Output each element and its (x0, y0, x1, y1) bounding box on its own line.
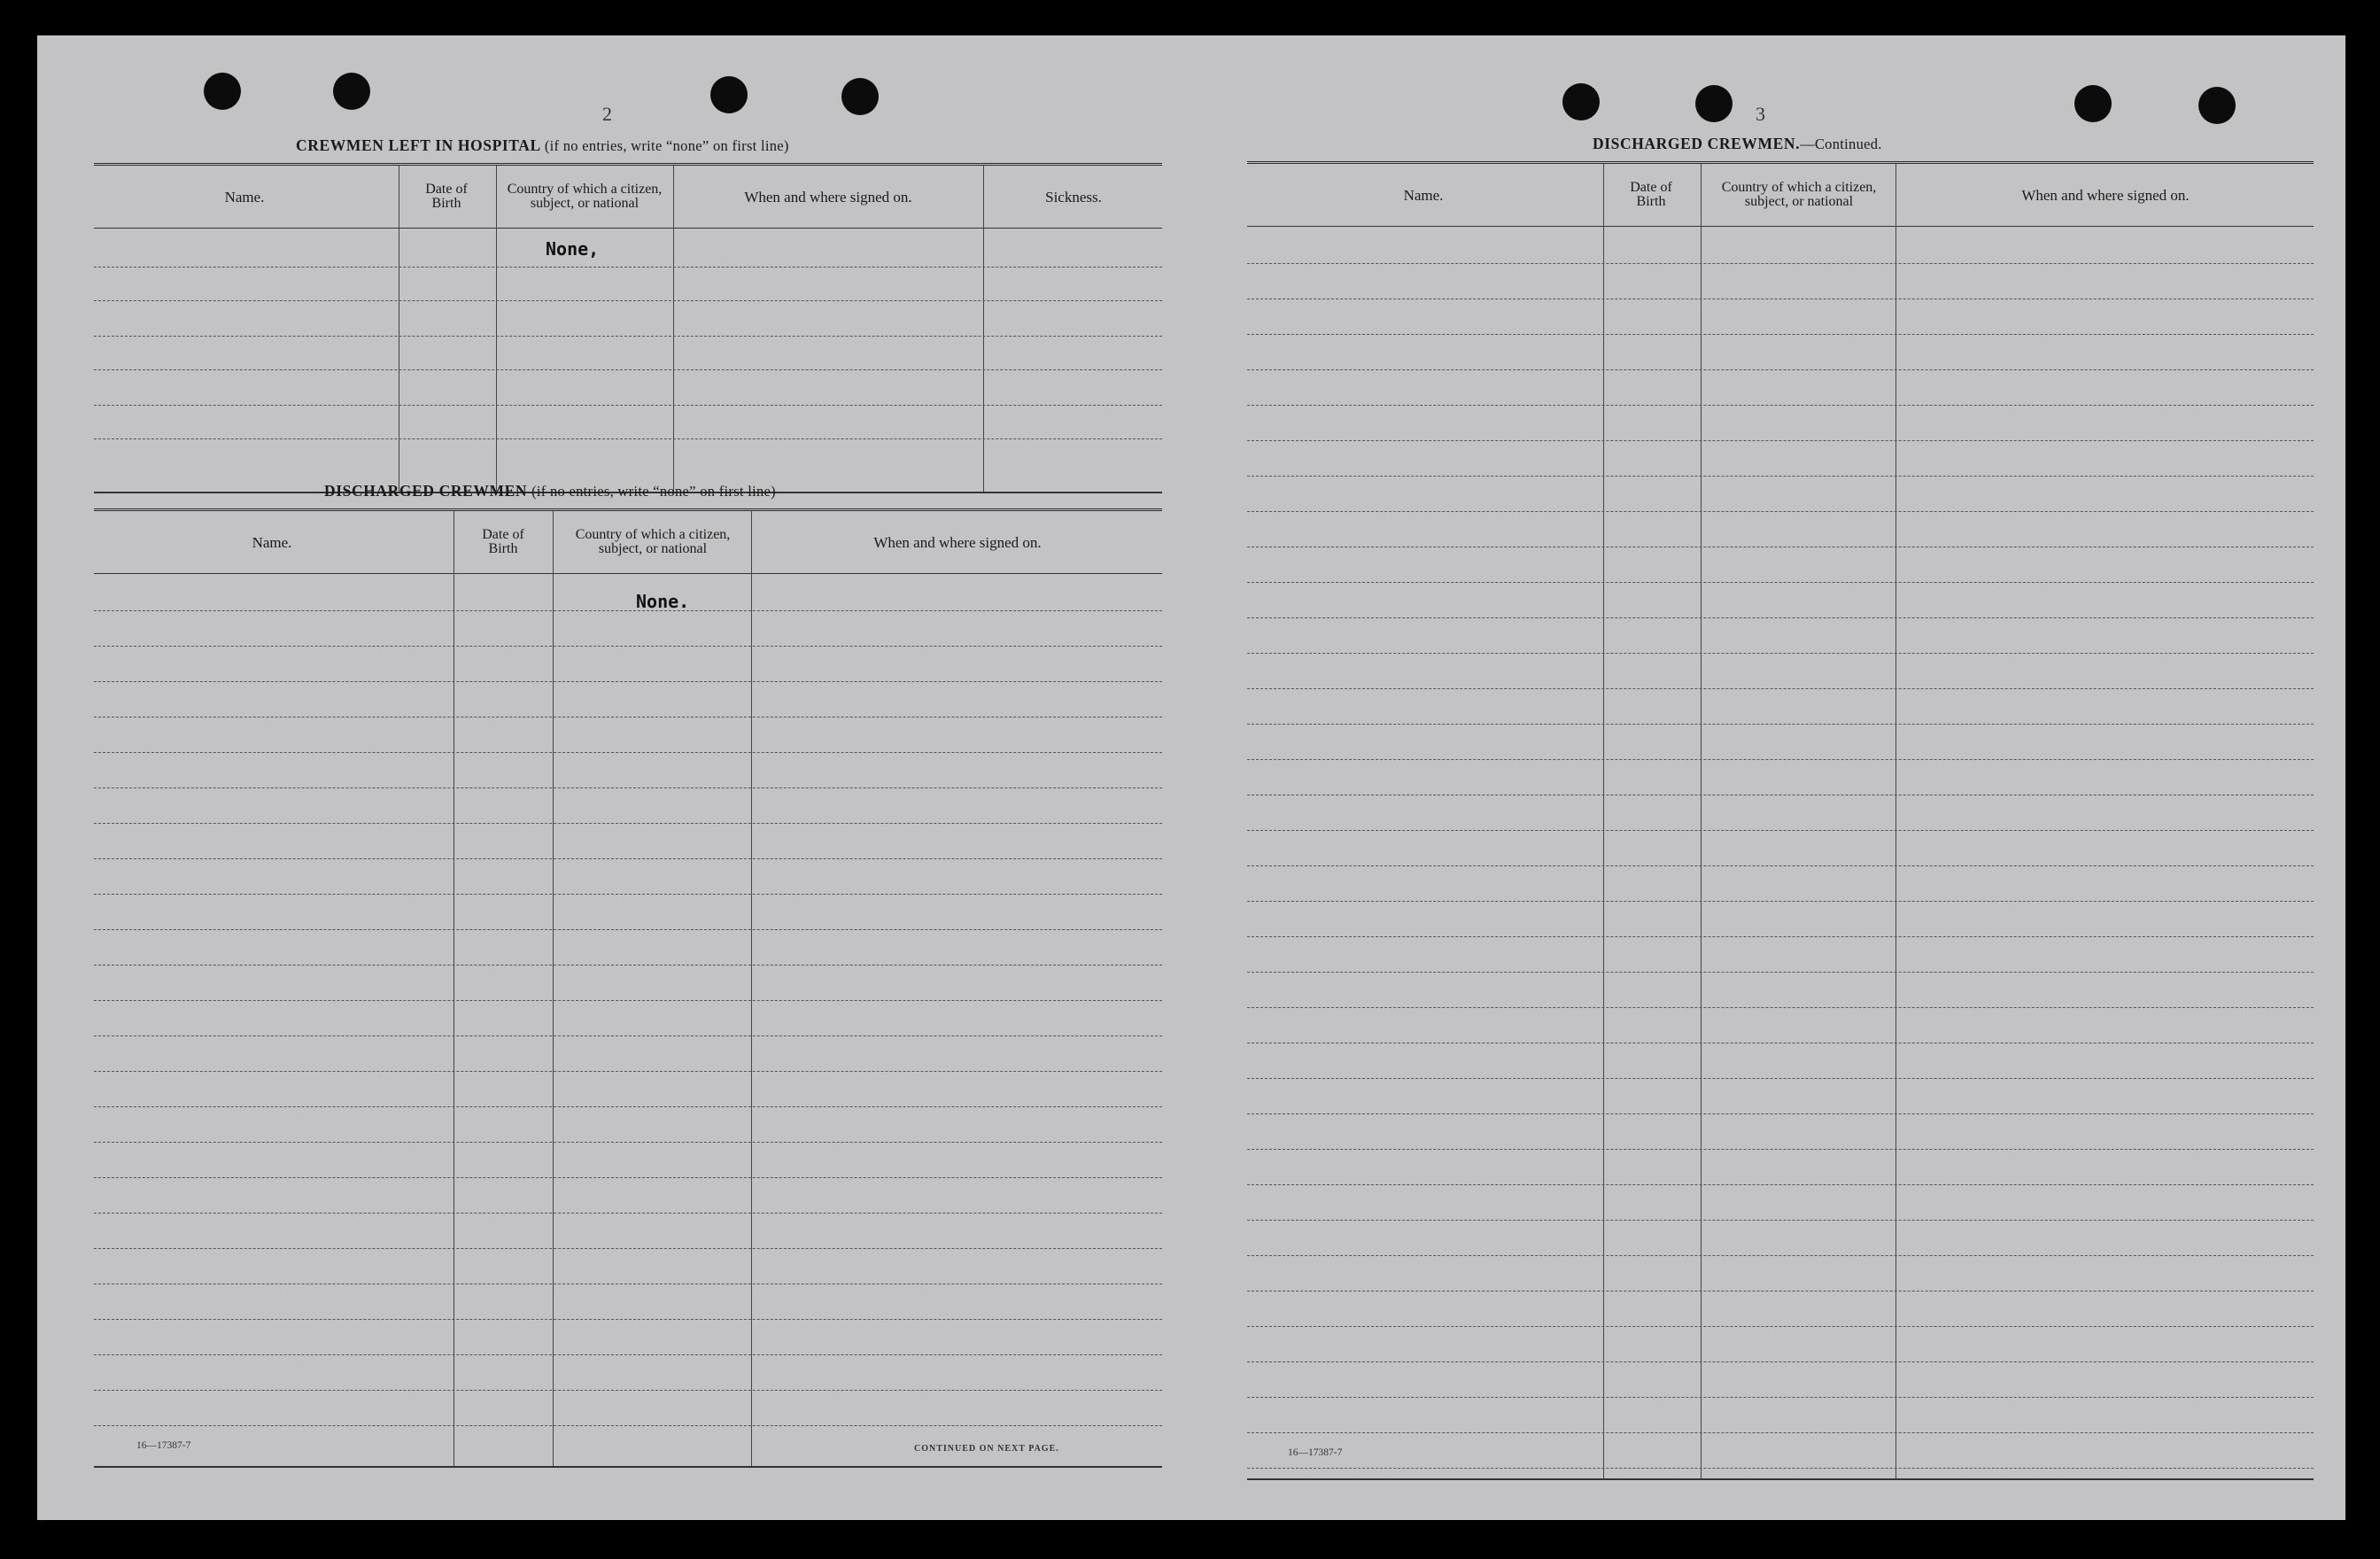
table-row (1247, 1220, 2314, 1221)
column-divider (1701, 164, 1702, 1480)
page-number-right: 3 (1756, 103, 1765, 125)
table-bottom-rule (94, 1466, 1162, 1468)
discharged-continued-header (1247, 164, 2314, 227)
punch-hole (2074, 85, 2112, 122)
table-row (94, 1142, 1162, 1143)
table-row (1247, 582, 2314, 583)
table-row (94, 267, 1162, 268)
punch-hole (841, 78, 879, 115)
hospital-table (94, 163, 1162, 493)
hospital-table-body (94, 229, 1162, 493)
table-row (94, 965, 1162, 966)
hospital-table-header (94, 166, 1162, 229)
column-divider (496, 166, 497, 493)
table-row (1247, 511, 2314, 512)
discharged-typed-entry: None. (636, 591, 690, 612)
table-row (94, 369, 1162, 370)
discharged-continued-title (1593, 135, 1882, 153)
table-row (94, 752, 1162, 753)
table-row (94, 1354, 1162, 1355)
table-row (1247, 936, 2314, 937)
column-divider (673, 166, 674, 493)
table-row (1247, 1255, 2314, 1256)
form-number-right: 16—17387-7 (1288, 1447, 1343, 1458)
table-row (1247, 617, 2314, 618)
table-row (1247, 1113, 2314, 1114)
col-name: Name. (224, 188, 265, 206)
table-row (94, 405, 1162, 406)
table-row (94, 336, 1162, 337)
table-row (1247, 1361, 2314, 1362)
hospital-typed-entry: None, (546, 238, 600, 260)
table-row (1247, 405, 2314, 406)
table-row (94, 894, 1162, 895)
table-row (1247, 1432, 2314, 1433)
table-row (94, 681, 1162, 682)
table-bottom-rule (1247, 1478, 2314, 1480)
col-date-of-birth: Date of Birth (1630, 180, 1672, 209)
table-row (1247, 1326, 2314, 1327)
column-divider (751, 511, 752, 1468)
page-number-left: 2 (602, 103, 612, 125)
discharged-continued-table (1247, 161, 2314, 1480)
hospital-title-note: (if no entries, write “none” on first line) (544, 137, 789, 154)
hospital-title-text: CREWMEN LEFT IN HOSPITAL (296, 136, 540, 154)
discharged-title-text: DISCHARGED CREWMEN (324, 482, 528, 500)
document-sheet (37, 35, 2345, 1520)
col-signed-on: When and where signed on. (744, 188, 912, 206)
col-country: Country of which a citizen, subject, or national (507, 182, 663, 211)
table-row (94, 1035, 1162, 1036)
table-row (1247, 724, 2314, 725)
col-sickness: Sickness. (1045, 188, 1102, 206)
table-row (1247, 476, 2314, 477)
column-divider (1895, 164, 1896, 1480)
col-date-of-birth: Date of Birth (425, 182, 468, 211)
table-row (1247, 263, 2314, 264)
col-signed-on: When and where signed on. (2021, 186, 2190, 204)
col-date-of-birth: Date of Birth (482, 527, 524, 556)
discharged-section-title (324, 482, 776, 500)
table-row (94, 1319, 1162, 1320)
table-row (1247, 865, 2314, 866)
table-row (1247, 1007, 2314, 1008)
table-row (1247, 334, 2314, 335)
punch-hole (2198, 87, 2236, 124)
table-row (94, 787, 1162, 788)
column-divider (553, 511, 554, 1468)
col-country: Country of which a citizen, subject, or national (1721, 180, 1877, 209)
table-row (1247, 653, 2314, 654)
table-row (1247, 1078, 2314, 1079)
punch-hole (204, 73, 241, 110)
table-row (94, 300, 1162, 301)
discharged-table (94, 508, 1162, 1468)
table-row (94, 858, 1162, 859)
table-row (94, 1106, 1162, 1107)
table-row (94, 823, 1162, 824)
hospital-section-title (296, 136, 789, 155)
col-signed-on: When and where signed on. (873, 533, 1042, 551)
table-row (1247, 688, 2314, 689)
col-name: Name. (252, 533, 292, 551)
table-row (1247, 1397, 2314, 1398)
table-row (94, 1425, 1162, 1426)
table-row (94, 646, 1162, 647)
table-row (1247, 830, 2314, 831)
punch-hole (1695, 85, 1733, 122)
table-row (94, 1390, 1162, 1391)
table-row (1247, 1468, 2314, 1469)
col-name: Name. (1403, 186, 1444, 204)
continued-note: CONTINUED ON NEXT PAGE. (914, 1444, 1059, 1454)
table-row (94, 929, 1162, 930)
table-row (1247, 1184, 2314, 1185)
table-row (1247, 440, 2314, 441)
discharged-title-note: (if no entries, write “none” on first line) (531, 483, 776, 500)
table-row (94, 438, 1162, 439)
table-row (1247, 901, 2314, 902)
table-row (1247, 759, 2314, 760)
table-row (94, 1000, 1162, 1001)
discharged-table-body (94, 575, 1162, 1468)
column-divider (983, 166, 984, 493)
table-row (1247, 972, 2314, 973)
punch-hole (710, 76, 748, 113)
table-row (1247, 1149, 2314, 1150)
form-number-left: 16—17387-7 (136, 1440, 191, 1451)
column-divider (1603, 164, 1604, 1480)
table-row (1247, 369, 2314, 370)
table-row (94, 610, 1162, 611)
discharged-table-header (94, 511, 1162, 574)
discharged-continued-note: —Continued. (1800, 136, 1882, 152)
table-row (94, 1177, 1162, 1178)
col-country: Country of which a citizen, subject, or national (575, 527, 731, 556)
discharged-continued-text: DISCHARGED CREWMEN. (1593, 135, 1801, 152)
discharged-continued-body (1247, 228, 2314, 1480)
punch-hole (1562, 83, 1600, 120)
table-row (94, 1213, 1162, 1214)
table-row (94, 1248, 1162, 1249)
punch-hole (333, 73, 370, 110)
table-row (94, 1071, 1162, 1072)
